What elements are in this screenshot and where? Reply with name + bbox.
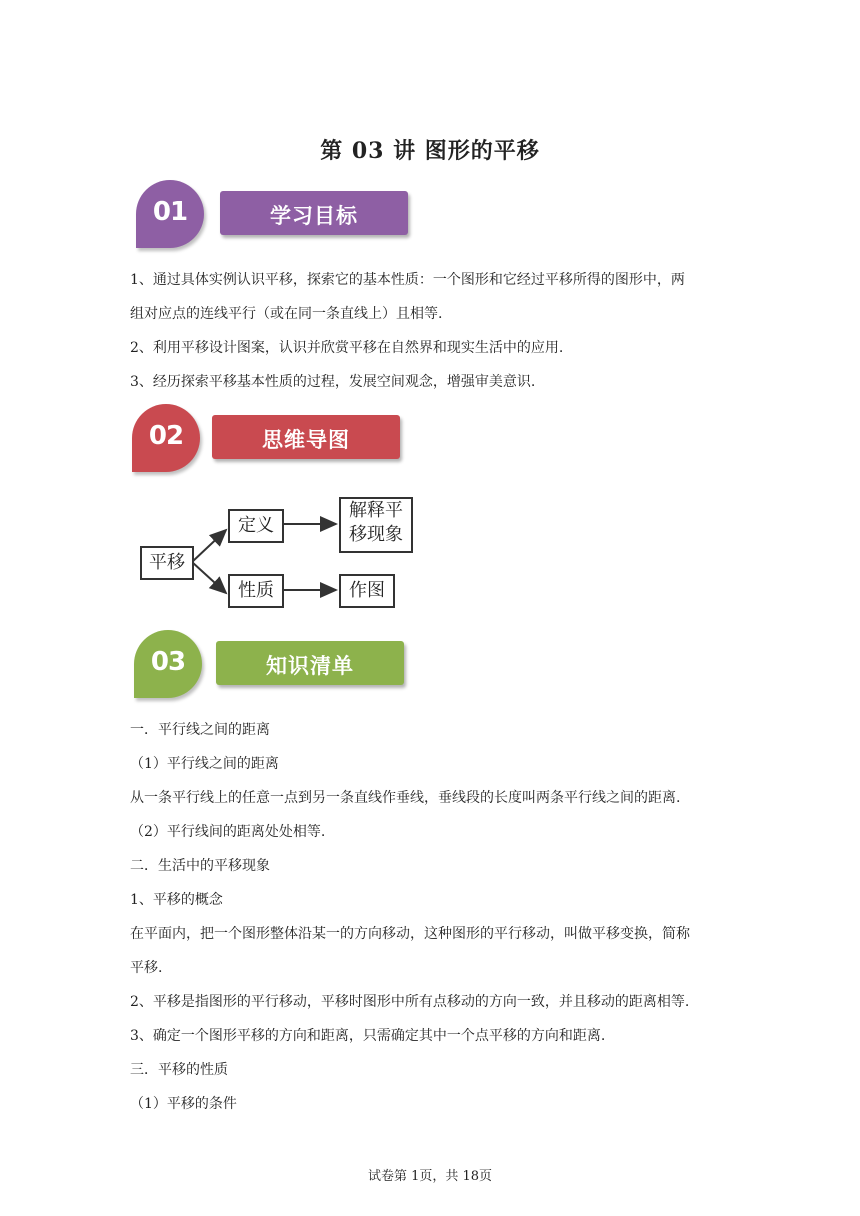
knowledge-heading: 二．生活中的平移现象 (130, 858, 270, 874)
page-footer: 试卷第 1页，共 18页 (367, 1169, 493, 1184)
objective-line: 2、利用平移设计图案，认识并欣赏平移在自然界和现实生活中的应用. (130, 340, 564, 356)
mindmap-node-explain-line: 解释平 (349, 500, 403, 521)
objective-line: 组对应点的连线平行（或在同一条直线上）且相等. (130, 306, 443, 322)
arrow-root-to-prop (192, 562, 226, 593)
objective-line: 1、通过具体实例认识平移，探索它的基本性质：一个图形和它经过平移所得的图形中，两 (130, 272, 685, 288)
mindmap-node-root: 平移 (140, 546, 194, 580)
arrow-root-to-def (192, 530, 226, 562)
knowledge-heading: 三．平移的性质 (130, 1062, 228, 1078)
objective-line: 3、经历探索平移基本性质的过程，发展空间观念，增强审美意识. (130, 374, 536, 390)
section-number: 01 (152, 197, 188, 227)
knowledge-text: 从一条平行线上的任意一点到另一条直线作垂线，垂线段的长度叫两条平行线之间的距离. (130, 790, 681, 806)
knowledge-subheading: 1、平移的概念 (130, 892, 223, 908)
section-number: 02 (148, 421, 184, 451)
mindmap-node-property: 性质 (228, 574, 284, 608)
section-title: 思维导图 (262, 428, 350, 452)
knowledge-text: 在平面内，把一个图形整体沿某一的方向移动，这种图形的平行移动，叫做平移变换，简称 (130, 926, 690, 942)
section-title: 学习目标 (270, 204, 358, 228)
mindmap-node-explain-line: 移现象 (349, 524, 403, 545)
knowledge-subheading: （1）平行线之间的距离 (130, 756, 279, 772)
page-title: 第 03 讲 图形的平移 (320, 138, 540, 164)
knowledge-heading: 一．平行线之间的距离 (130, 722, 270, 738)
knowledge-text: 2、平移是指图形的平行移动，平移时图形中所有点移动的方向一致，并且移动的距离相等. (130, 994, 690, 1010)
section-title: 知识清单 (266, 654, 354, 678)
section-number: 03 (150, 647, 186, 677)
knowledge-text: 平移. (130, 960, 163, 976)
knowledge-text: 3、确定一个图形平移的方向和距离，只需确定其中一个点平移的方向和距离. (130, 1028, 606, 1044)
knowledge-subheading: （1）平移的条件 (130, 1096, 237, 1112)
section-title-bar (216, 641, 404, 685)
mindmap-node-explain (339, 497, 413, 553)
knowledge-subheading: （2）平行线间的距离处处相等. (130, 824, 326, 840)
mindmap-node-draw: 作图 (339, 574, 395, 608)
mindmap-node-definition: 定义 (228, 509, 284, 543)
